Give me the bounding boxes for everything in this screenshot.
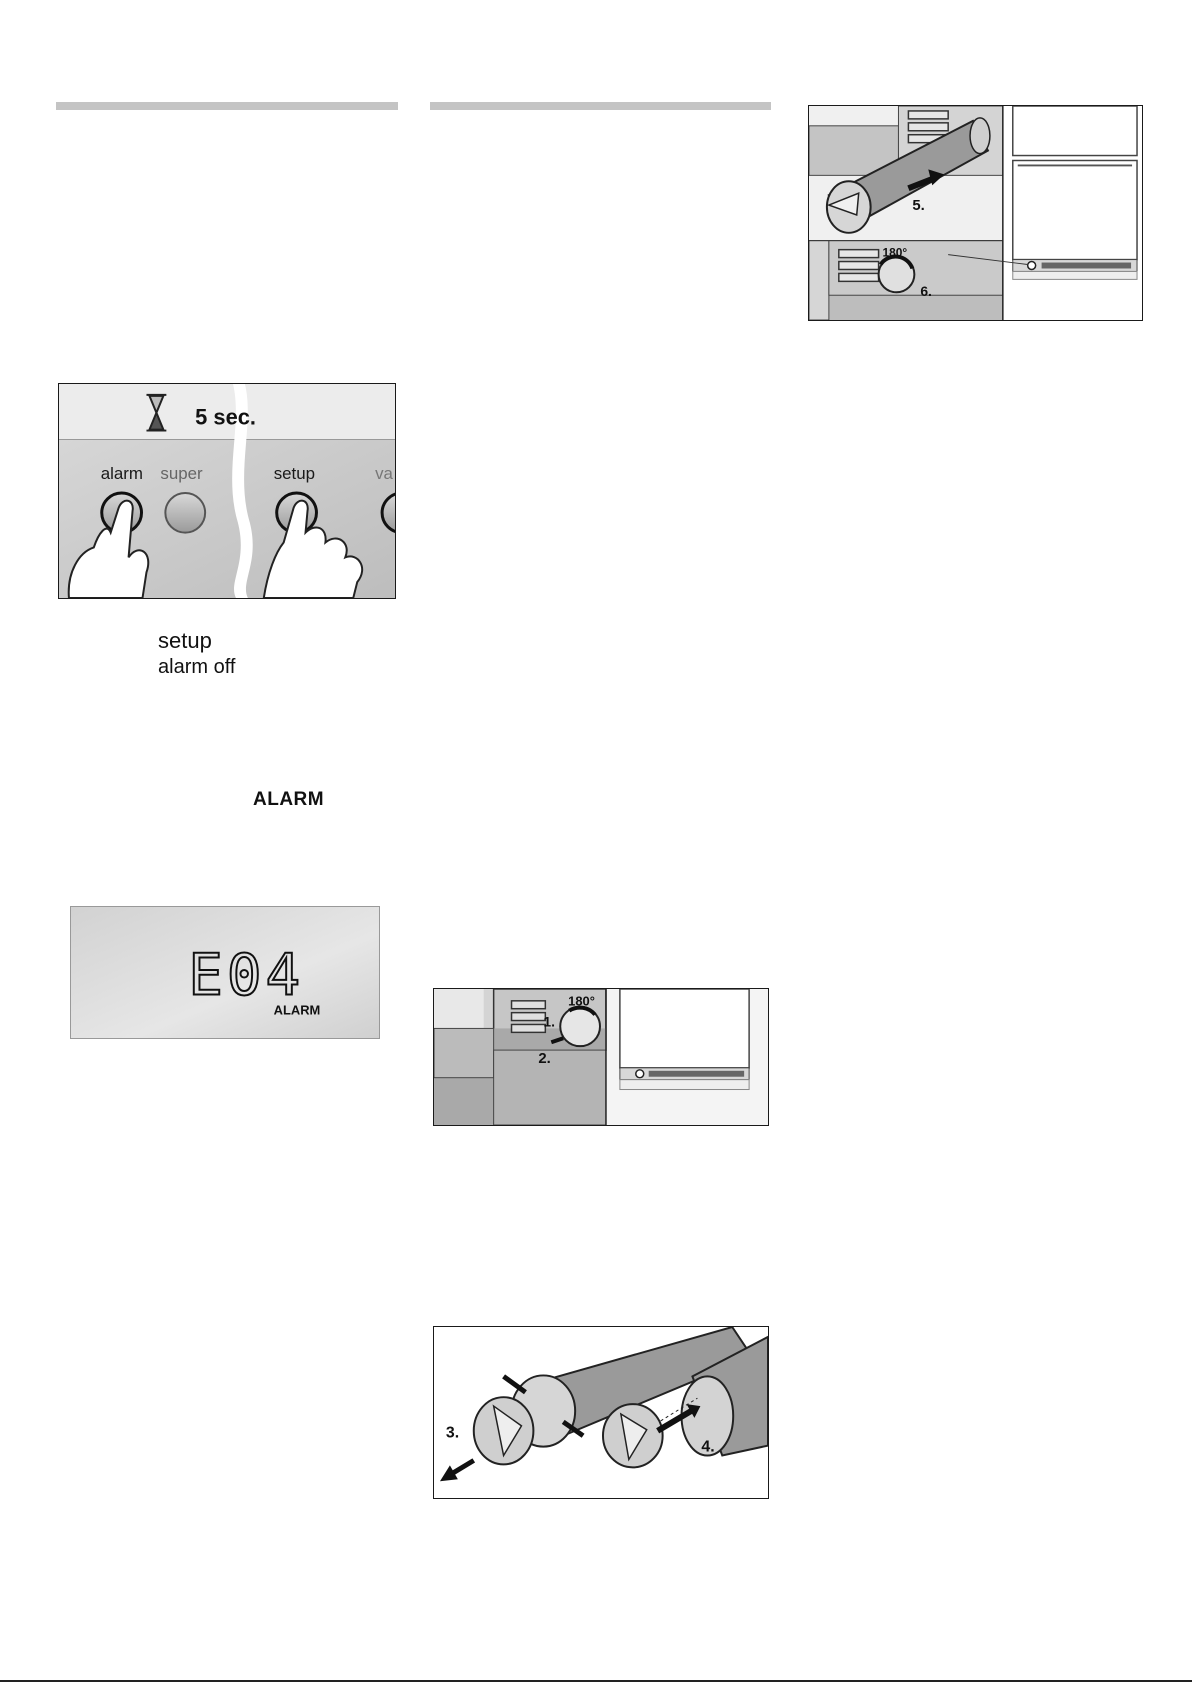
control-panel-figure bbox=[58, 383, 396, 599]
svg-text:3.: 3. bbox=[445, 1424, 460, 1442]
section-rule-left bbox=[56, 102, 398, 110]
svg-text:5.: 5. bbox=[912, 198, 925, 215]
svg-text:va: va bbox=[375, 464, 393, 484]
svg-text:setup: setup bbox=[273, 464, 316, 484]
svg-text:180°: 180° bbox=[882, 245, 908, 260]
svg-text:2.: 2. bbox=[538, 1050, 551, 1067]
footer-rule bbox=[0, 1680, 1192, 1682]
super-button-graphic bbox=[165, 493, 205, 533]
svg-text:super: super bbox=[160, 464, 203, 484]
svg-text:6.: 6. bbox=[920, 283, 932, 300]
error-code: E04 bbox=[188, 941, 305, 1009]
alarm-off-text: alarm off bbox=[158, 656, 236, 678]
section-rule-middle bbox=[430, 102, 771, 110]
timer-label: 5 sec. bbox=[195, 404, 256, 430]
alarm-indicator-text: ALARM bbox=[253, 789, 325, 810]
svg-text:4.: 4. bbox=[701, 1438, 715, 1456]
filter-replace-figure bbox=[433, 1326, 769, 1499]
svg-text:180°: 180° bbox=[568, 993, 595, 1009]
svg-text:alarm: alarm bbox=[100, 464, 143, 484]
setup-text: setup bbox=[158, 628, 212, 653]
svg-text:1.: 1. bbox=[543, 1013, 555, 1030]
display-figure bbox=[70, 906, 380, 1039]
filter-open-figure bbox=[433, 988, 769, 1126]
display-alarm-label: ALARM bbox=[273, 1002, 321, 1018]
filter-insert-figure bbox=[808, 105, 1143, 321]
